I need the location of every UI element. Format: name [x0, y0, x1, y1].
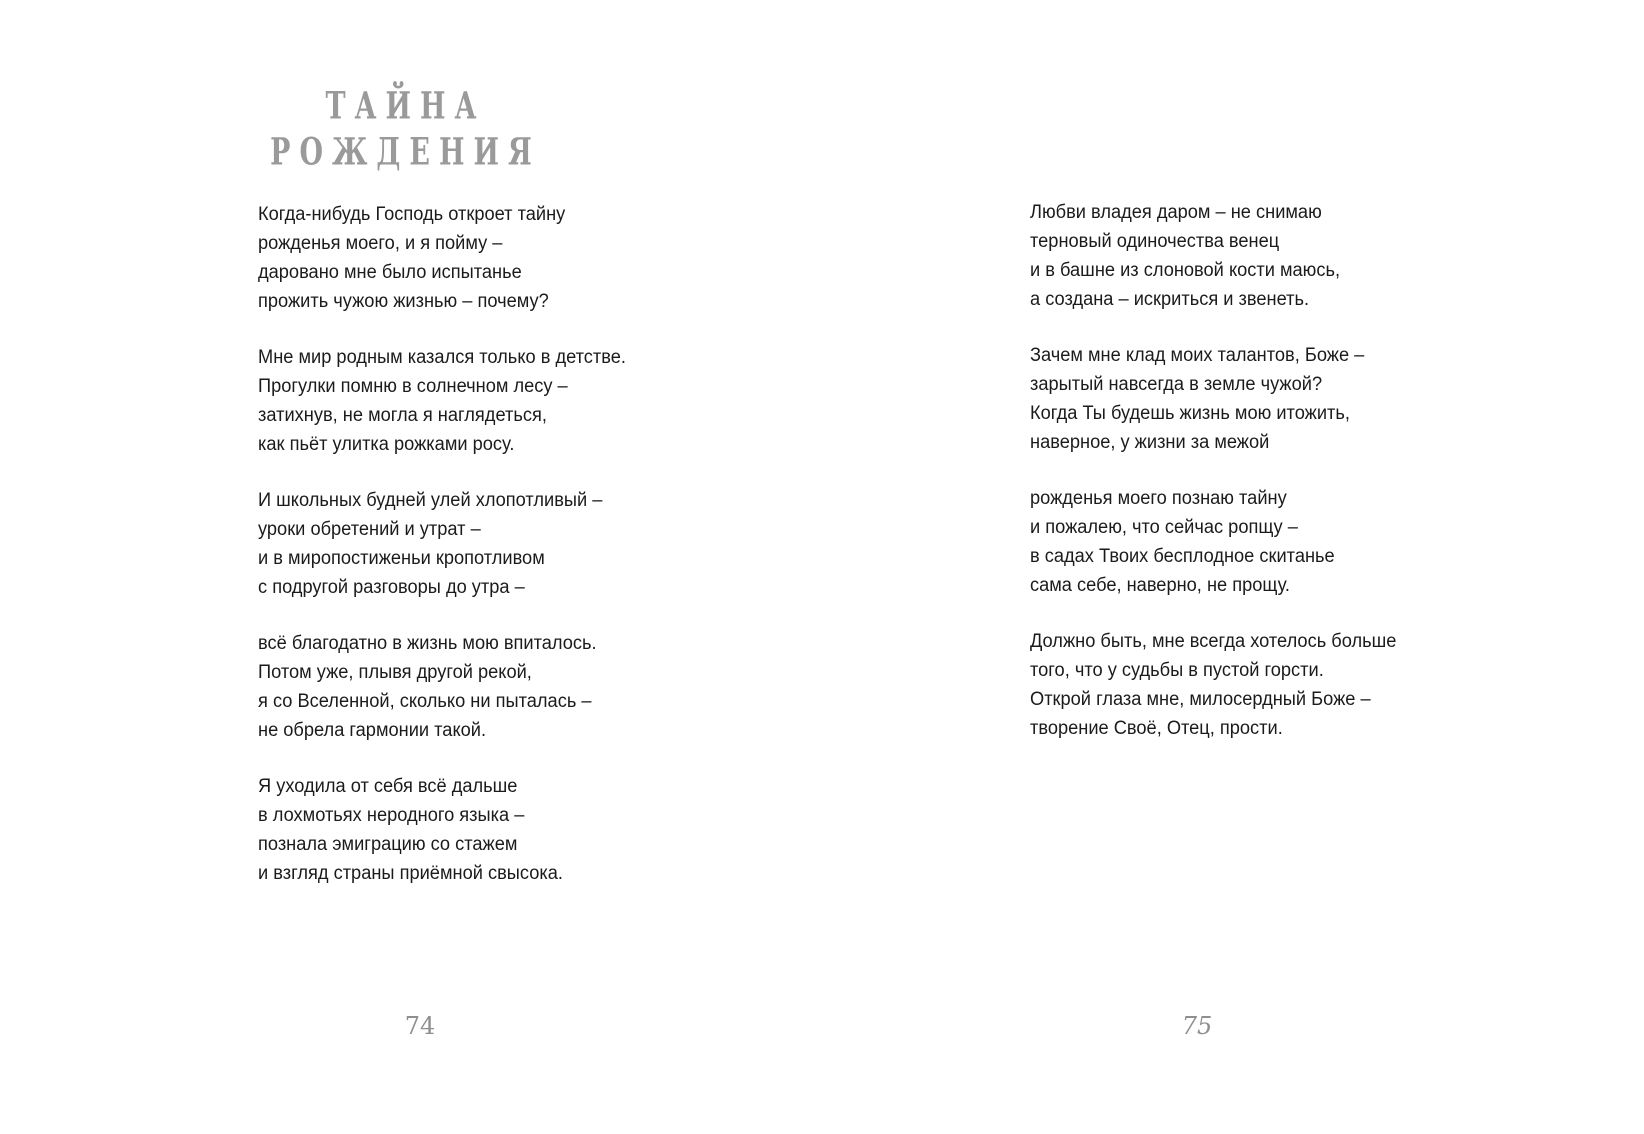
- poem-line: познала эмиграцию со стажем: [258, 834, 518, 855]
- poem-line: не обрела гармонии такой.: [258, 720, 487, 741]
- poem-line: Когда Ты будешь жизнь мою итожить,: [1030, 403, 1350, 424]
- poem-line: и пожалею, что сейчас ропщу –: [1030, 517, 1298, 538]
- poem-line: Любви владея даром – не снимаю: [1030, 202, 1322, 223]
- page-number-right: 75: [1181, 1012, 1213, 1040]
- poem-line: зарытый навсегда в земле чужой?: [1030, 374, 1323, 395]
- poem-line: рожденья моего, и я пойму –: [258, 233, 503, 254]
- poem-title-line-2: РОЖДЕНИЯ: [270, 131, 541, 175]
- poem-line: и в миропостиженьи кропотливом: [258, 548, 545, 569]
- poem-line: Зачем мне клад моих талантов, Боже –: [1030, 345, 1365, 366]
- poem-line: сама себе, наверно, не прощу.: [1030, 575, 1290, 596]
- poem-line: наверное, у жизни за межой: [1030, 432, 1270, 453]
- stanza: [258, 486, 738, 602]
- stanza: [258, 629, 738, 745]
- poem-title-line-1: ТАЙНА: [325, 85, 486, 129]
- left-poem-column: [258, 200, 738, 915]
- poem-line: Мне мир родным казался только в детстве.: [258, 347, 626, 368]
- poem-line: даровано мне было испытанье: [258, 262, 522, 283]
- poem-line: и в башне из слоновой кости маюсь,: [1030, 260, 1341, 281]
- poem-line: затихнув, не могла я наглядеться,: [258, 405, 547, 426]
- poem-line: уроки обретений и утрат –: [258, 519, 481, 540]
- poem-line: Должно быть, мне всегда хотелось больше: [1030, 631, 1397, 652]
- poem-line: в садах Твоих бесплодное скитанье: [1030, 546, 1335, 567]
- poem-line: И школьных будней улей хлопотливый –: [258, 490, 603, 511]
- poem-line: я со Вселенной, сколько ни пыталась –: [258, 691, 592, 712]
- poem-line: Открой глаза мне, милосердный Боже –: [1030, 689, 1371, 710]
- poem-line: творение Своё, Отец, прости.: [1030, 718, 1283, 739]
- poem-line: Потом уже, плывя другой рекой,: [258, 662, 532, 683]
- poem-line: в лохмотьях неродного языка –: [258, 805, 525, 826]
- poem-line: терновый одиночества венец: [1030, 231, 1280, 252]
- poem-line: того, что у судьбы в пустой горсти.: [1030, 660, 1324, 681]
- stanza: [1030, 341, 1510, 457]
- poem-line: Прогулки помню в солнечном лесу –: [258, 376, 568, 397]
- poem-line: прожить чужою жизнью – почему?: [258, 291, 549, 312]
- stanza: [1030, 627, 1510, 743]
- poem-title: [268, 84, 543, 176]
- stanza: [1030, 198, 1510, 314]
- stanza: [258, 200, 738, 316]
- poem-line: и взгляд страны приёмной свысока.: [258, 863, 563, 884]
- page-number-left: 74: [404, 1012, 436, 1040]
- stanza: [1030, 484, 1510, 600]
- poem-line: рожденья моего познаю тайну: [1030, 488, 1287, 509]
- poem-line: всё благодатно в жизнь мою впиталось.: [258, 633, 597, 654]
- poem-line: Я уходила от себя всё дальше: [258, 776, 518, 797]
- poem-line: как пьёт улитка рожками росу.: [258, 434, 515, 455]
- stanza: [258, 772, 738, 888]
- poem-line: а создана – искриться и звенеть.: [1030, 289, 1310, 310]
- right-poem-column: [1030, 198, 1510, 770]
- poem-line: Когда-нибудь Господь откроет тайну: [258, 204, 566, 225]
- stanza: [258, 343, 738, 459]
- poem-line: с подругой разговоры до утра –: [258, 577, 525, 598]
